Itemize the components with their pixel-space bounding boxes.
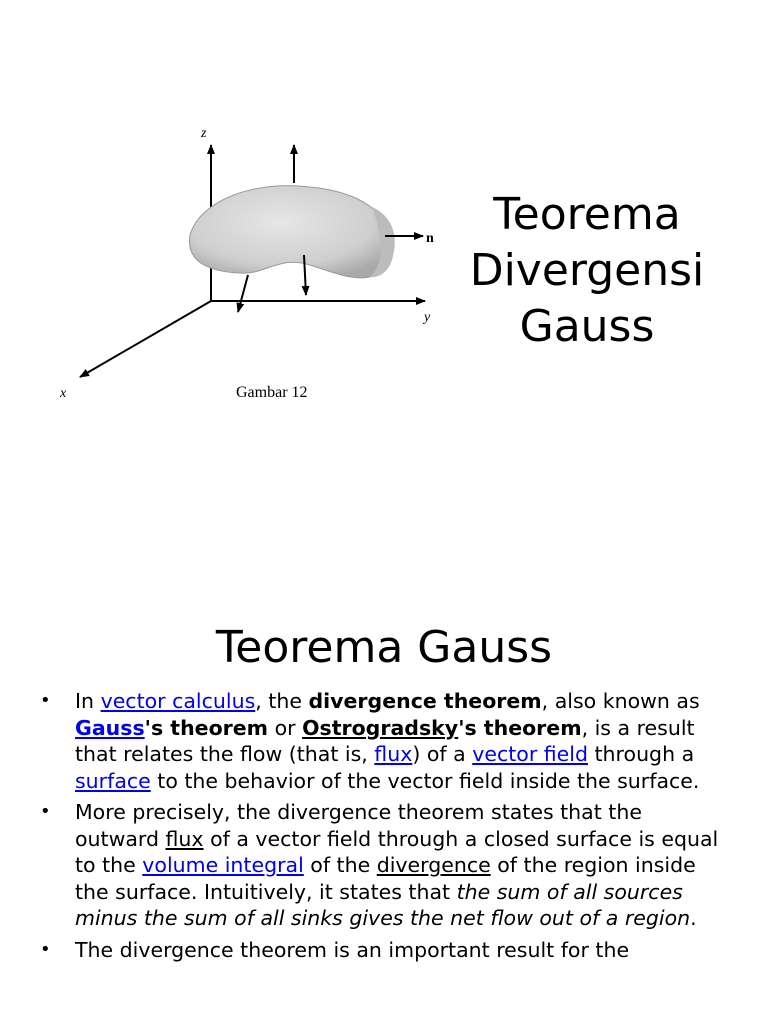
normal-label: n: [426, 231, 434, 246]
text: ) of a: [412, 742, 473, 766]
link-gauss[interactable]: Gauss: [75, 715, 145, 740]
text: to the behavior of the vector field inside the surface.: [150, 768, 700, 793]
italic-statement: the sum of all sources minus the sum of all sinks gives the net flow out of a region: [75, 879, 691, 930]
figure-caption: Gambar 12: [236, 384, 308, 401]
text: .: [690, 906, 697, 930]
bullet-symbol: •: [40, 690, 51, 711]
text: or: [268, 715, 303, 740]
link-divergence[interactable]: divergence: [376, 853, 491, 877]
link-ostrogradsky[interactable]: Ostrogradsky: [302, 715, 459, 740]
text: , also known as: [541, 689, 700, 713]
slide-1-title: [462, 187, 712, 355]
text: The divergence theorem is an important result for the: [75, 937, 630, 962]
bullet-item: [40, 937, 730, 964]
term-s-theorem: 's theorem: [458, 715, 582, 740]
text: of a vector field through a closed surface is equal to the: [75, 826, 719, 877]
bullet-item: [40, 688, 730, 794]
title-line: Teorema: [493, 189, 681, 240]
bullet-symbol: •: [40, 801, 51, 822]
text: , the: [255, 689, 309, 713]
x-axis-label: x: [60, 386, 67, 401]
closed-surface-blob: [189, 186, 392, 278]
title-line: Divergensi: [469, 245, 705, 296]
text: of the: [303, 853, 377, 877]
text: through a: [588, 742, 695, 766]
normal-arrow-bottom-left: [238, 275, 248, 312]
slide-2-title: Teorema Gauss: [215, 622, 553, 673]
slide-2: [0, 520, 768, 1024]
x-axis: [80, 301, 211, 377]
term-s-theorem: 's theorem: [144, 715, 269, 740]
link-volume-integral[interactable]: volume integral: [142, 853, 304, 877]
bullet-item: [40, 799, 730, 932]
link-flux-plain[interactable]: flux: [165, 826, 204, 851]
term-divergence-theorem: divergence theorem: [308, 689, 542, 713]
link-vector-calculus[interactable]: vector calculus: [100, 689, 256, 713]
gauss-surface-figure: [40, 115, 450, 415]
text: More precisely, the divergence theorem states that the outward: [75, 800, 642, 851]
z-axis-label: z: [201, 126, 207, 141]
text: , is a result that relates the flow (that is,: [75, 715, 695, 766]
text: of the region inside the surface. Intuitively, it states that: [75, 853, 696, 904]
bullet-list: [40, 688, 730, 968]
y-axis-label: y: [424, 310, 431, 325]
link-flux[interactable]: flux: [374, 742, 413, 766]
title-line: Gauss: [519, 301, 655, 352]
text: In: [75, 689, 101, 713]
bullet-symbol: •: [40, 938, 51, 960]
link-surface[interactable]: surface: [75, 768, 151, 793]
link-vector-field[interactable]: vector field: [472, 742, 588, 766]
